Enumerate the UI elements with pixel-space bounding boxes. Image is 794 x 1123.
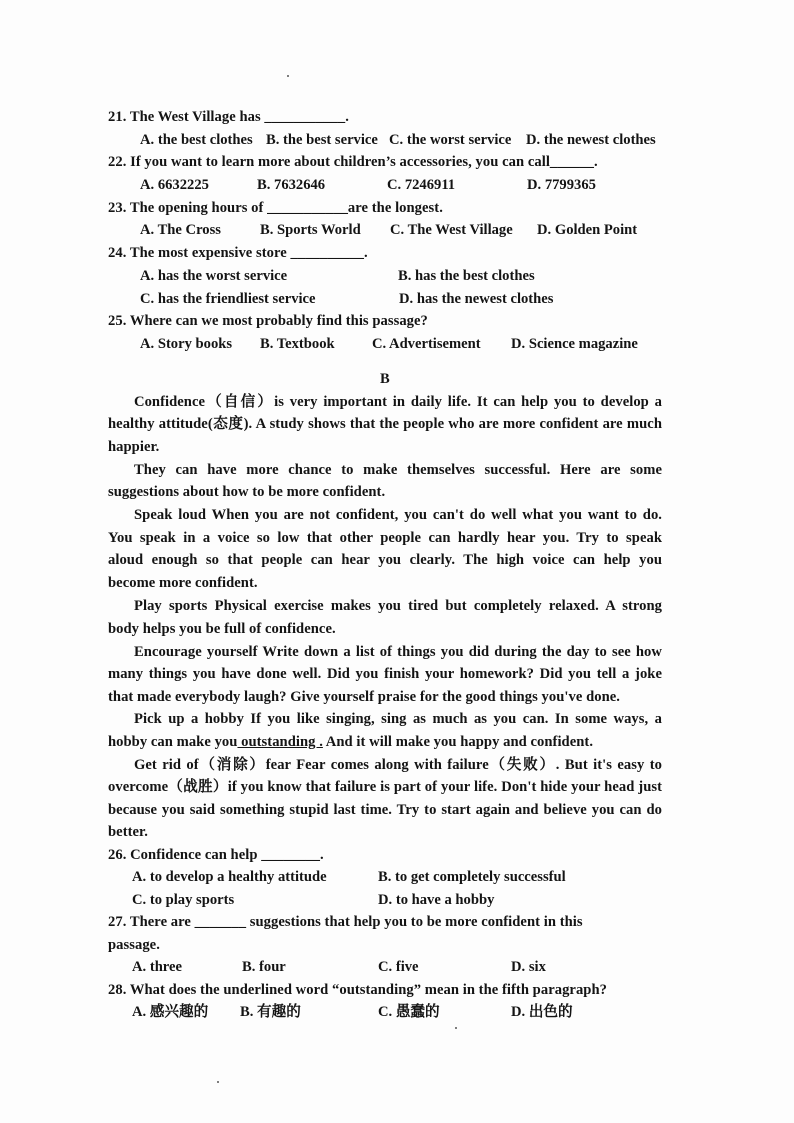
q25-option-a: A. Story books — [140, 336, 233, 352]
q25-option-c: C. Advertisement — [372, 336, 481, 352]
q23-stem: 23. The opening hours of ___________are the longest. — [108, 200, 443, 216]
q23-option-c: C. The West Village — [390, 222, 513, 238]
q24-option-b: B. has the best clothes — [398, 268, 535, 284]
q27-option-a: A. three — [132, 959, 182, 975]
q26-option-b: B. to get completely successful — [378, 869, 566, 885]
passage-text: And it will make you happy and confident. — [322, 734, 594, 750]
q22-option-c: C. 7246911 — [387, 177, 456, 193]
q27-stem-cont: passage. — [108, 937, 160, 953]
q21-option-b: B. the best service — [266, 132, 378, 148]
passage-line: suggestions about how to be more confident. — [108, 484, 386, 500]
q23-option-b: B. Sports World — [260, 222, 361, 238]
passage-line: because you said something stupid last time. Try to start again and believe you can do — [108, 802, 662, 818]
q25-stem: 25. Where can we most probably find this passage? — [108, 313, 428, 329]
passage-line: become more confident. — [108, 575, 258, 591]
q21-stem: 21. The West Village has ___________. — [108, 109, 349, 125]
section-b-heading: B — [380, 371, 390, 387]
q28-option-a: A. 感兴趣的 — [132, 1004, 209, 1020]
q23-option-a: A. The Cross — [140, 222, 221, 238]
passage-line: They can have more chance to make themselves successful. Here are some — [134, 462, 662, 478]
q22-option-a: A. 6632225 — [140, 177, 209, 193]
passage-line: many things you have done well. Did you finish your homework? Did you tell a joke — [108, 666, 662, 682]
q21-option-c: C. the worst service — [389, 132, 512, 148]
q27-option-b: B. four — [242, 959, 286, 975]
passage-line: Confidence（自信）is very important in daily life. It can help you to develop a — [134, 394, 662, 410]
passage-line: Get rid of（消除）fear Fear comes along with failure（失败）. But it's easy to — [134, 757, 662, 773]
passage-line — [108, 733, 593, 751]
q21-option-a: A. the best clothes — [140, 132, 253, 148]
q28-option-c: C. 愚蠢的 — [378, 1004, 440, 1020]
q22-option-d: D. 7799365 — [527, 177, 596, 193]
passage-line: Encourage yourself Write down a list of things you did during the day to see how — [134, 644, 662, 660]
passage-line: happier. — [108, 439, 160, 455]
q24-stem: 24. The most expensive store __________. — [108, 245, 368, 261]
underlined-word-outstanding: outstanding . — [237, 734, 323, 750]
q21-option-d: D. the newest clothes — [526, 132, 656, 148]
q22-option-b: B. 7632646 — [257, 177, 326, 193]
passage-line: that made everybody laugh? Give yourself praise for the good things you've done. — [108, 689, 620, 705]
passage-line: Pick up a hobby If you like singing, sing as much as you can. In some ways, a — [134, 711, 662, 727]
passage-line: Play sports Physical exercise makes you tired but completely relaxed. A strong — [134, 598, 662, 614]
q25-option-d: D. Science magazine — [511, 336, 638, 352]
q26-stem: 26. Confidence can help ________. — [108, 847, 324, 863]
scan-speck — [287, 75, 289, 77]
q27-stem: 27. There are _______ suggestions that help you to be more confident in this — [108, 914, 583, 930]
q28-option-d: D. 出色的 — [511, 1004, 573, 1020]
q25-option-b: B. Textbook — [260, 336, 335, 352]
q28-option-b: B. 有趣的 — [240, 1004, 301, 1020]
q24-option-c: C. has the friendliest service — [140, 291, 316, 307]
q24-option-d: D. has the newest clothes — [399, 291, 554, 307]
passage-line: Speak loud When you are not confident, you can't do well what you want to do. — [134, 507, 662, 523]
q27-option-d: D. six — [511, 959, 546, 975]
q26-option-a: A. to develop a healthy attitude — [132, 869, 327, 885]
passage-text: hobby can make you — [108, 734, 238, 750]
passage-line: healthy attitude(态度). A study shows that the people who are more confident are much — [108, 416, 662, 432]
q27-option-c: C. five — [378, 959, 419, 975]
q28-stem: 28. What does the underlined word “outstanding” mean in the fifth paragraph? — [108, 982, 607, 998]
q22-stem: 22. If you want to learn more about children’s accessories, you can call______. — [108, 154, 598, 170]
passage-line: You speak in a voice so low that other people can hardly hear you. Try to speak — [108, 530, 662, 546]
passage-line: aloud enough so that people can hear you clearly. The high voice can help you — [108, 552, 662, 568]
q26-option-d: D. to have a hobby — [378, 892, 495, 908]
passage-line: overcome（战胜）if you know that failure is part of your life. Don't hide your head just — [108, 779, 662, 795]
q24-option-a: A. has the worst service — [140, 268, 288, 284]
scan-speck — [217, 1081, 219, 1083]
passage-line: better. — [108, 824, 148, 840]
passage-line: body helps you be full of confidence. — [108, 621, 336, 637]
scan-speck — [455, 1027, 457, 1029]
q26-option-c: C. to play sports — [132, 892, 235, 908]
q23-option-d: D. Golden Point — [537, 222, 638, 238]
